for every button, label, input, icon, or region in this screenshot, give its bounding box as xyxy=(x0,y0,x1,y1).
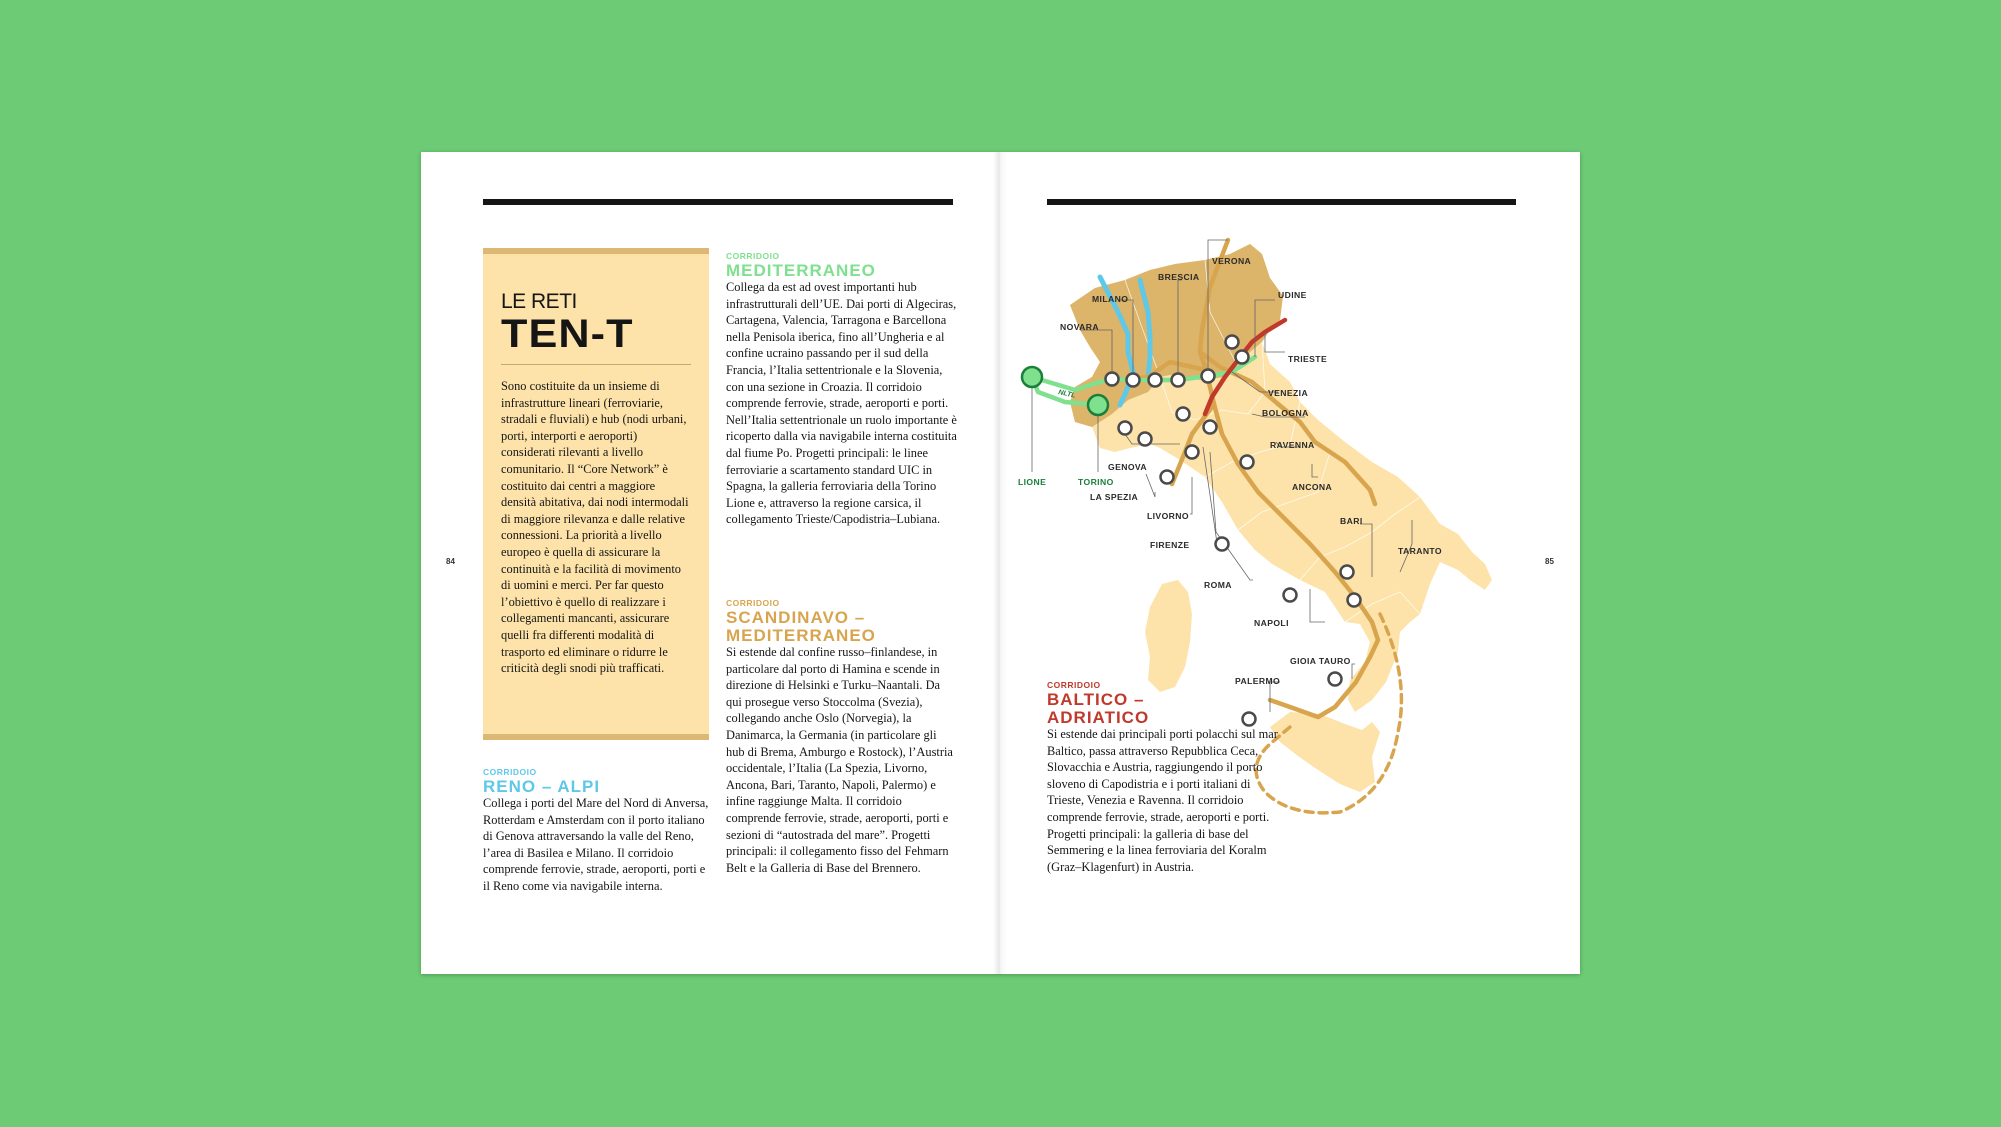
corridor-name-line1: SCANDINAVO – xyxy=(726,608,866,627)
corridor-text: Collega da est ad ovest importanti hub infrastrutturali dell’UE. Dai porti di Algeciras, Cartagena, Valencia, Tarragona e Barcellona nella Penisola iberica, fino all’Ungheria e al confine ucraino passando per il sud della Francia, l’Italia settentrionale e la Slovenia, con una sezione in Croazia. Il corridoio comprende ferrovie, strade, aeroporti e porti. Nell’Italia settentrionale un ruolo importante è ricoperto dalla via navigabile interna costituita dal fiume Po. Progetti principali: le linee ferroviarie a scartamento standard UIC in Spagna, la galleria ferroviaria della Torino Lione e, attraverso la regione carsica, il collegamento Trieste/Capodistria–Lubiana. xyxy=(726,280,957,527)
node-bologna xyxy=(1177,408,1190,421)
corridor-text: Si estende dai principali porti polacchi sul mar Baltico, passa attraverso Repubblica Ceca, Slovacchia e Austria, raggiungendo il porto sloveno di Capodistria e i porti italiani di Trieste, Venezia e Ravenna. Il corridoio comprende ferrovie, strade, aeroporti e porti. Progetti principali: la galleria di base del Semmering e la linea ferroviaria del Koralm (Graz–Klagenfurt) in Austria. xyxy=(1047,727,1278,874)
node-livorno xyxy=(1161,471,1174,484)
right-page xyxy=(1000,152,1580,974)
corridor-text: Collega i porti del Mare del Nord di Anversa, Rotterdam e Amsterdam con il porto italiano di Genova attraversando la valle del Reno, l’area di Basilea e Milano. Il corridoio comprende ferrovie, strade, aeroporti, porti e il Reno come via navigabile interna. xyxy=(483,796,709,893)
label-roma: ROMA xyxy=(1204,580,1232,590)
node-bari xyxy=(1341,566,1354,579)
node-brescia xyxy=(1149,374,1162,387)
page-number-left: 84 xyxy=(446,557,455,566)
node-udine xyxy=(1226,336,1239,349)
corridor-kicker: CORRIDOIO xyxy=(726,251,780,261)
label-taranto: TARANTO xyxy=(1398,546,1443,556)
label-bologna: BOLOGNA xyxy=(1262,408,1309,418)
node-verona xyxy=(1172,374,1185,387)
node-la-spezia xyxy=(1139,433,1152,446)
intro-divider xyxy=(501,364,691,365)
label-novara: NOVARA xyxy=(1060,322,1100,332)
label-firenze: FIRENZE xyxy=(1150,540,1190,550)
node-milano xyxy=(1127,374,1140,387)
label-ancona: ANCONA xyxy=(1292,482,1333,492)
intro-kicker: LE RETI xyxy=(501,290,577,313)
corridor-reno-alpi xyxy=(483,767,709,895)
node-ancona xyxy=(1241,456,1254,469)
corridor-name: RENO – ALPI xyxy=(483,777,601,796)
label-trieste: TRIESTE xyxy=(1288,354,1328,364)
corridor-kicker: CORRIDOIO xyxy=(483,767,537,777)
intro-text: Sono costituite da un insieme di infrastrutture lineari (ferroviarie, stradali e fluviali) e hub (nodi urbani, porti, interporti e aeroporti) considerati rilevanti a livello comunitario. Il “Core Network” è costituito dai centri a maggiore densità abitativa, dai nodi intermodali di maggiore rilevanza e dalle relative connessioni. La priorità a livello europeo è quella di assicurare la continuità e la facilità di movimento di uomini e merci. Per far questo l’obiettivo è quello di realizzare i collegamenti mancanti, assicurare quelli fra differenti modalità di trasporto ed eliminare o ridurre le criticità degli snodi più trafficati. xyxy=(501,379,689,676)
node-gioia-tauro xyxy=(1329,673,1342,686)
label-genova: GENOVA xyxy=(1108,462,1148,472)
corridor-mediterraneo xyxy=(726,251,958,528)
label-brescia: BRESCIA xyxy=(1158,272,1200,282)
label-verona: VERONA xyxy=(1212,256,1252,266)
label-gioia-tauro: GIOIA TAURO xyxy=(1290,656,1351,666)
corridor-baltico-adriatico xyxy=(1047,680,1282,875)
corridor-name-line1: BALTICO – xyxy=(1047,690,1145,709)
node-napoli xyxy=(1284,589,1297,602)
label-livorno: LIVORNO xyxy=(1147,511,1189,521)
nltl-label: NLTL xyxy=(1057,389,1077,400)
node-novara xyxy=(1106,373,1119,386)
corridor-name-line2: ADRIATICO xyxy=(1047,708,1150,727)
label-palermo: PALERMO xyxy=(1235,676,1281,686)
sicily-shape xyxy=(1270,712,1380,792)
label-udine: UDINE xyxy=(1278,290,1307,300)
node-firenze xyxy=(1186,446,1199,459)
intro-title: TEN-T xyxy=(501,312,634,356)
corridor-name-line2: MEDITERRANEO xyxy=(726,626,876,645)
corridor-scandinavo-mediterraneo xyxy=(726,598,958,876)
corridor-name: MEDITERRANEO xyxy=(726,261,876,280)
page-number-right: 85 xyxy=(1545,557,1554,566)
label-milano: MILANO xyxy=(1092,294,1129,304)
node-roma xyxy=(1216,538,1229,551)
label-torino: TORINO xyxy=(1078,477,1114,487)
corridor-kicker: CORRIDOIO xyxy=(726,598,780,608)
node-venezia xyxy=(1202,370,1215,383)
node-trieste xyxy=(1236,351,1249,364)
label-venezia: VENEZIA xyxy=(1268,388,1309,398)
node-ravenna xyxy=(1204,421,1217,434)
label-lione: LIONE xyxy=(1018,477,1047,487)
corridor-text: Si estende dal confine russo–finlandese, in particolare dal porto di Hamina e scende in direzione di Helsinki e Turku–Naantali. Da qui prosegue verso Stoccolma (Svezia), collegando anche Oslo (Norvegia), la Danimarca, la Germania (in particolare gli hub di Brema, Amburgo e Rostock), l’Austria occidentale, l’Italia (La Spezia, Livorno, Ancona, Bari, Taranto, Napoli, Palermo) e infine raggiunge Malta. Il corridoio comprende ferrovie, strade, aeroporti, porti e sezioni di “autostrada del mare”. Progetti principali: il collegamento fisso del Fehmarn Belt e la Galleria di Base del Brennero. xyxy=(726,645,953,875)
node-lione xyxy=(1022,367,1042,387)
node-genova xyxy=(1119,422,1132,435)
node-torino xyxy=(1088,395,1108,415)
magazine-spread xyxy=(421,152,1580,974)
label-bari: BARI xyxy=(1340,516,1363,526)
sardinia-shape xyxy=(1145,580,1192,692)
label-ravenna: RAVENNA xyxy=(1270,440,1315,450)
corridor-kicker: CORRIDOIO xyxy=(1047,680,1101,690)
intro-box xyxy=(483,248,709,740)
node-taranto xyxy=(1348,594,1361,607)
left-page xyxy=(421,152,999,974)
label-napoli: NAPOLI xyxy=(1254,618,1289,628)
top-rule xyxy=(483,199,953,205)
label-la-spezia: LA SPEZIA xyxy=(1090,492,1139,502)
